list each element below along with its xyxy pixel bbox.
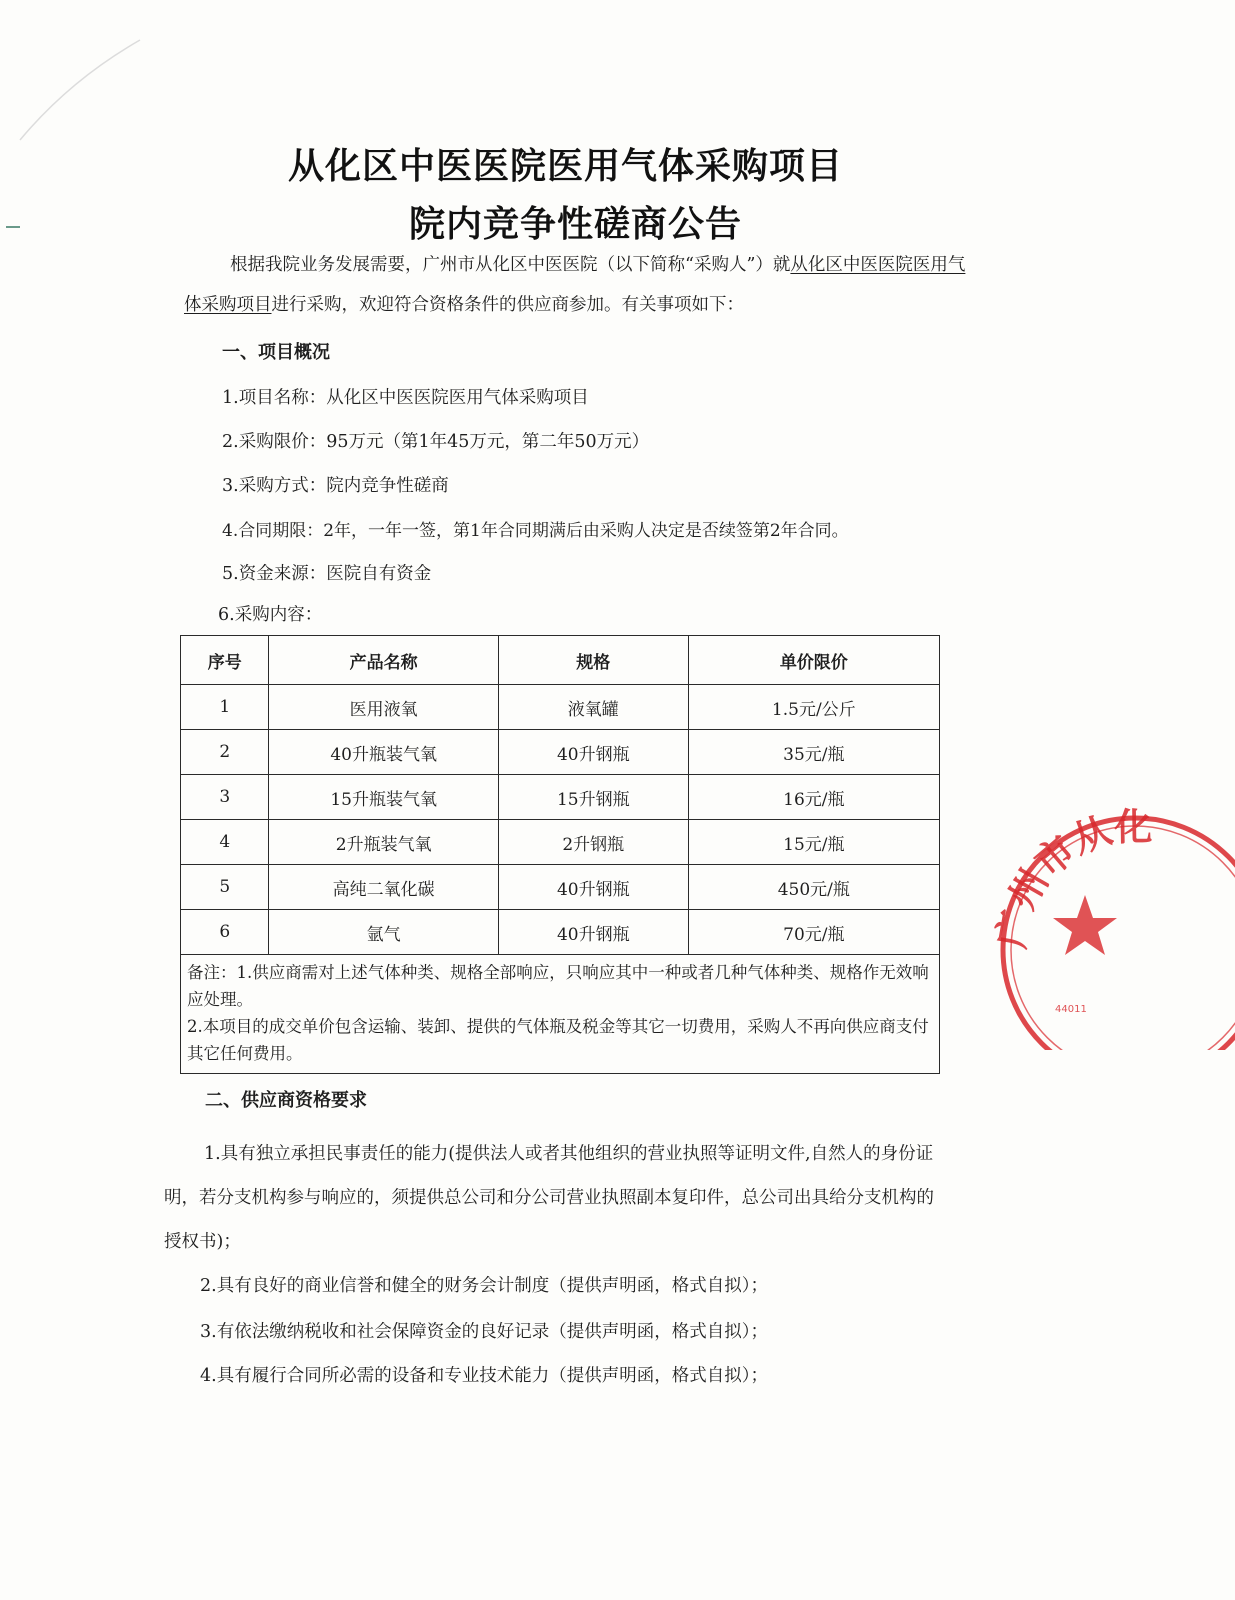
table-cell: 16元/瓶 [688, 775, 939, 820]
table-cell: 2升钢瓶 [498, 820, 688, 865]
table-cell: 医用液氧 [269, 685, 498, 730]
section1-item-1: 1.项目名称：从化区中医医院医用气体采购项目 [222, 388, 589, 408]
table-note-cell [181, 955, 940, 1074]
table-cell: 高纯二氧化碳 [269, 865, 498, 910]
table-header-cell: 规格 [498, 636, 688, 685]
table-cell: 氩气 [269, 910, 498, 955]
page-corner-fold-mark [0, 0, 160, 160]
table-cell: 40升钢瓶 [498, 730, 688, 775]
table-row [181, 775, 940, 820]
table-cell: 35元/瓶 [688, 730, 939, 775]
table-cell: 3 [181, 775, 269, 820]
section1-item-6: 6.采购内容： [218, 605, 323, 625]
intro-text-part2: 进行采购，欢迎符合资格条件的供应商参加。有关事项如下： [271, 295, 744, 315]
table-note-2: 2.本项目的成交单价包含运输、装卸、提供的气体瓶及税金等其它一切费用，采购人不再向供应商支付其它任何费用。 [187, 1017, 929, 1063]
section1-item-3: 3.采购方式：院内竞争性磋商 [222, 476, 449, 496]
section2-item-3: 3.有依法缴纳税收和社会保障资金的良好记录（提供声明函，格式自拟）； [200, 1322, 768, 1342]
intro-text-part1: 根据我院业务发展需要，广州市从化区中医医院（以下简称“采购人”）就 [230, 255, 791, 275]
table-row [181, 685, 940, 730]
table-cell: 15升瓶装气氧 [269, 775, 498, 820]
table-row [181, 820, 940, 865]
table-row [181, 910, 940, 955]
section2-item-1: 1.具有独立承担民事责任的能力(提供法人或者其他组织的营业执照等证明文件,自然人的身份证明，若分支机构参与响应的，须提供总公司和分公司营业执照副本复印件，总公司出具给分支机构的授权书)； [164, 1144, 934, 1252]
table-cell: 15元/瓶 [688, 820, 939, 865]
section2-item-2: 2.具有良好的商业信誉和健全的财务会计制度（提供声明函，格式自拟）； [200, 1276, 768, 1296]
table-cell: 450元/瓶 [688, 865, 939, 910]
table-cell: 40升钢瓶 [498, 865, 688, 910]
table-note-row [181, 955, 940, 1074]
table-cell: 液氧罐 [498, 685, 688, 730]
section2-heading: 二、供应商资格要求 [205, 1090, 367, 1111]
intro-paragraph [184, 245, 968, 325]
table-header-cell: 序号 [181, 636, 269, 685]
table-cell: 4 [181, 820, 269, 865]
official-seal-stamp [985, 800, 1235, 1050]
table-header-cell: 单价限价 [688, 636, 939, 685]
section1-item-4: 4.合同期限：2年，一年一签，第1年合同期满后由采购人决定是否续签第2年合同。 [222, 521, 849, 541]
document-title-line2: 院内竞争性磋商公告 [408, 204, 742, 245]
intro-project-name: 从化区中医医院医用气体采购项目 [184, 255, 966, 315]
section2-item-4: 4.具有履行合同所必需的设备和专业技术能力（提供声明函，格式自拟）； [200, 1366, 768, 1386]
table-row [181, 730, 940, 775]
table-header-cell: 产品名称 [269, 636, 498, 685]
table-row [181, 865, 940, 910]
table-cell: 40升钢瓶 [498, 910, 688, 955]
table-cell: 2 [181, 730, 269, 775]
table-cell: 40升瓶装气氧 [269, 730, 498, 775]
document-title-line1: 从化区中医医院医用气体采购项目 [287, 146, 843, 187]
procurement-table [180, 635, 940, 1074]
section1-item-2: 2.采购限价：95万元（第1年45万元，第二年50万元） [222, 432, 650, 452]
table-cell: 5 [181, 865, 269, 910]
table-cell: 2升瓶装气氧 [269, 820, 498, 865]
section1-item-5: 5.资金来源：医院自有资金 [222, 564, 432, 584]
table-cell: 6 [181, 910, 269, 955]
table-cell: 70元/瓶 [688, 910, 939, 955]
table-cell: 1.5元/公斤 [688, 685, 939, 730]
seal-code: 44011 [1055, 1004, 1087, 1015]
section1-heading: 一、项目概况 [222, 342, 330, 363]
table-note-1: 备注：1.供应商需对上述气体种类、规格全部响应，只响应其中一种或者几种气体种类、规格作无效响应处理。 [187, 963, 929, 1009]
seal-text: 广州市从化 [988, 804, 1153, 952]
table-cell: 15升钢瓶 [498, 775, 688, 820]
table-cell: 1 [181, 685, 269, 730]
table-header-row [181, 636, 940, 685]
